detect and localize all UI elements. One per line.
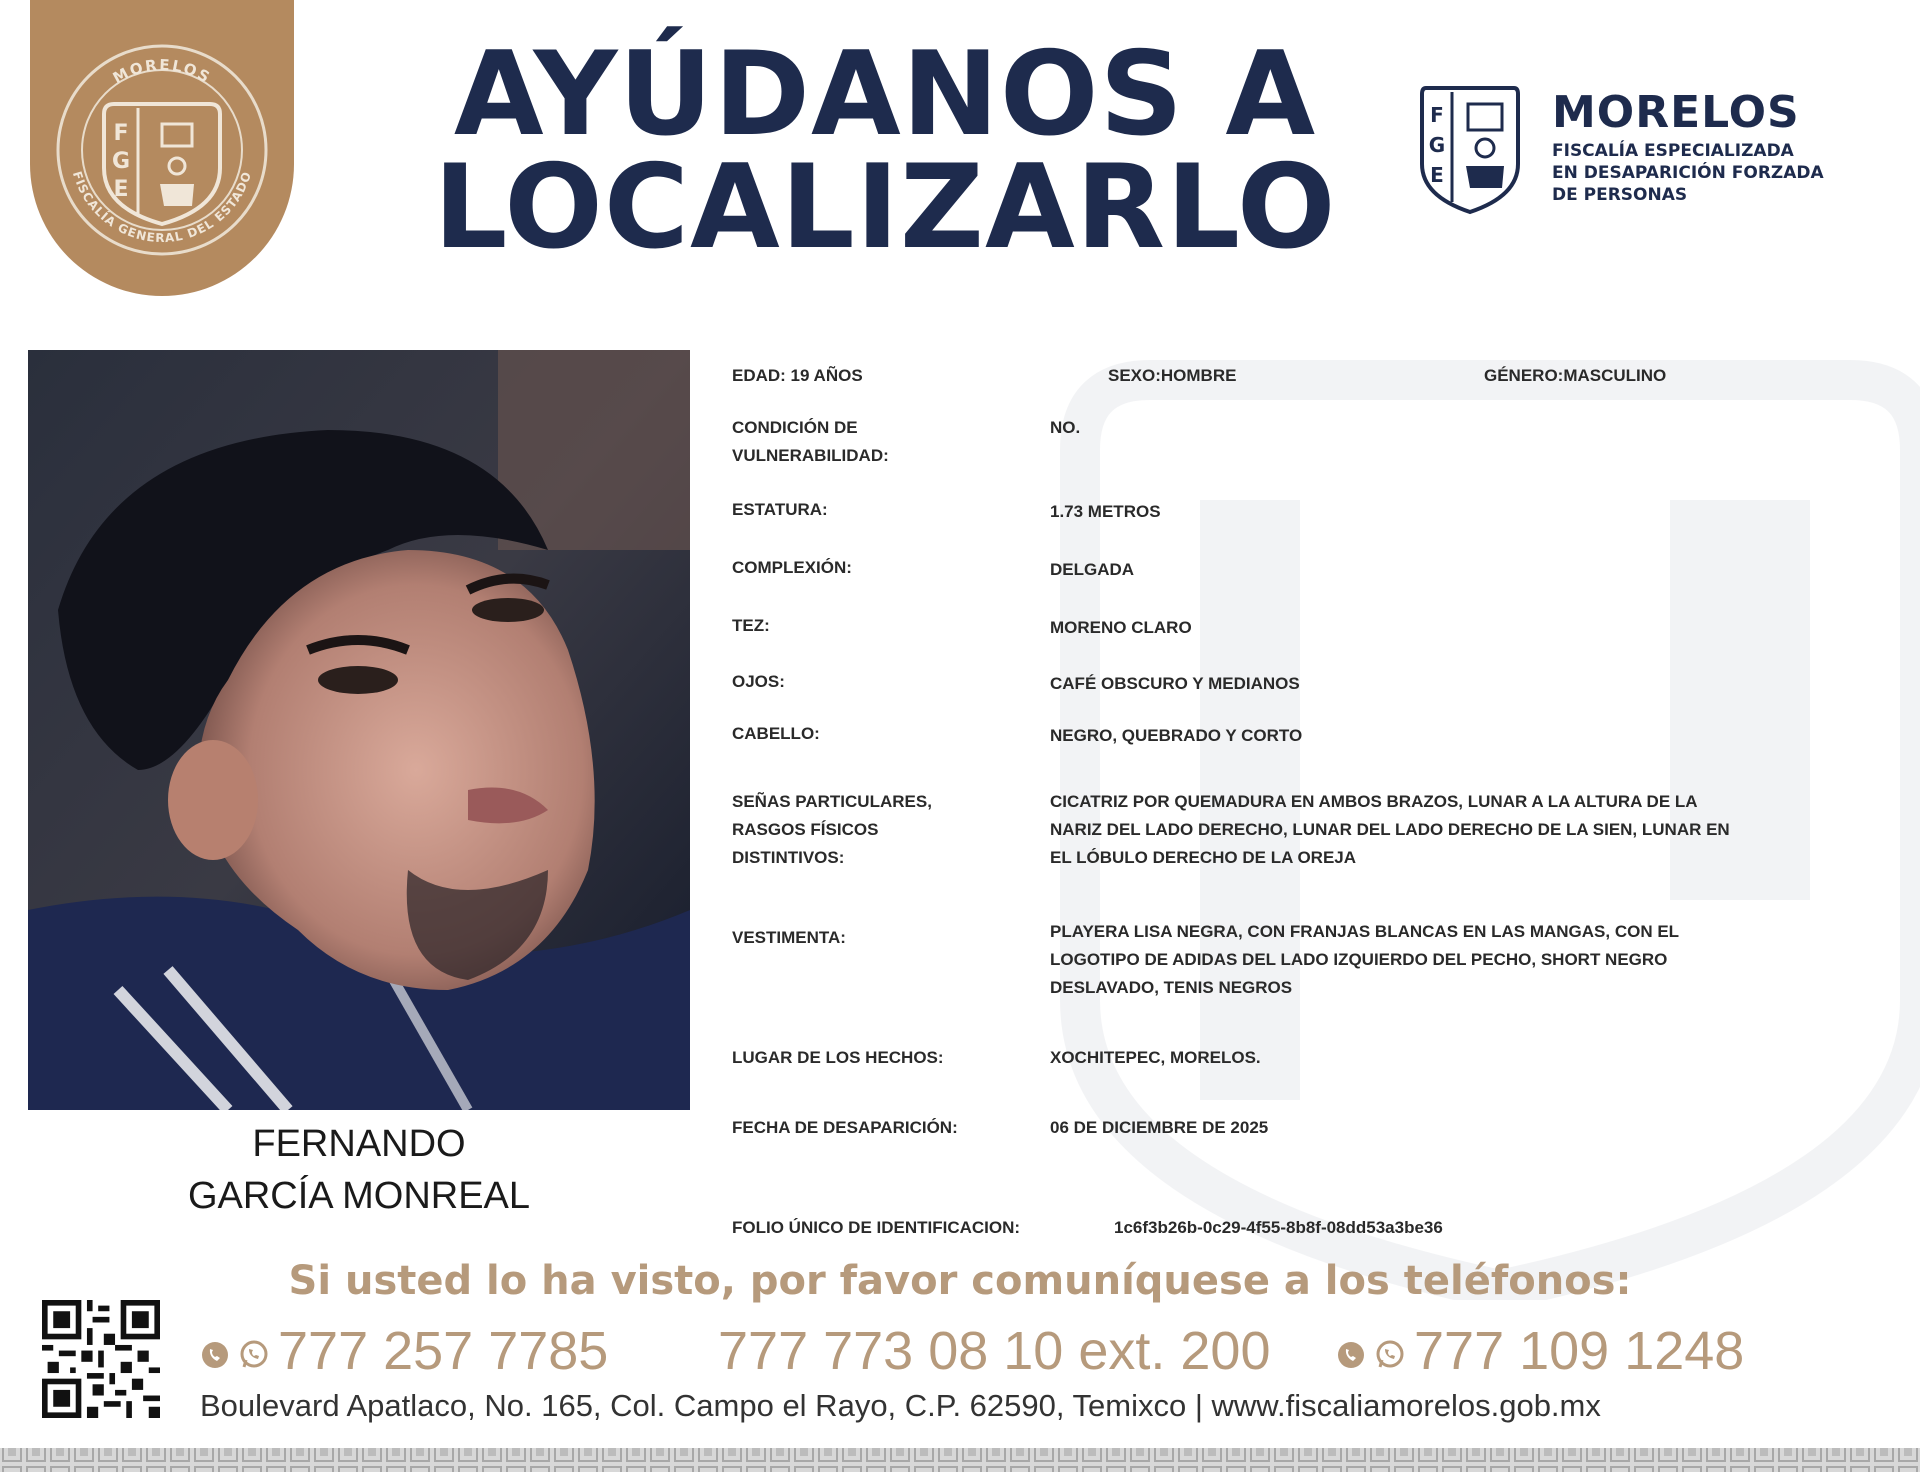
svg-text:FISCALÍA GENERAL DEL ESTADO (70, 169, 254, 245)
phone-2-number: 777 773 08 10 ext. 200 (718, 1321, 1271, 1381)
sexo-field: SEXO:HOMBRE (1108, 366, 1237, 385)
missing-person-name (28, 1118, 690, 1222)
svg-text:E: E (113, 177, 129, 202)
logo-name: MORELOS (1552, 87, 1800, 138)
phone-3[interactable] (1336, 1320, 1744, 1382)
cabello-label: CABELLO: (732, 724, 820, 743)
senas-value (1050, 788, 1830, 872)
vulnerabilidad-label (732, 414, 992, 470)
senas-label-line-2: RASGOS FÍSICOS (732, 820, 879, 839)
senas-value-line-2: NARIZ DEL LADO DERECHO, LUNAR DEL LADO DERECHO DE LA SIEN, LUNAR EN (1050, 820, 1730, 839)
title-line-2: LOCALIZARLO (433, 140, 1337, 275)
senas-label (732, 788, 992, 872)
edad-field: EDAD: 19 AÑOS (732, 366, 863, 385)
phone-2[interactable] (718, 1320, 1270, 1382)
call-to-action: Si usted lo ha visto, por favor comuníquese a los teléfonos: (288, 1258, 1632, 1304)
vestimenta-value-line-2: LOGOTIPO DE ADIDAS DEL LADO IZQUIERDO DEL PECHO, SHORT NEGRO (1050, 950, 1668, 969)
name-line-2: GARCÍA MONREAL (187, 1175, 531, 1217)
senas-value-line-1: CICATRIZ POR QUEMADURA EN AMBOS BRAZOS, LUNAR A LA ALTURA DE LA (1050, 792, 1698, 811)
logo-sub-line-2: EN DESAPARICIÓN FORZADA (1552, 163, 1824, 183)
estatura-label: ESTATURA: (732, 500, 828, 519)
title-line-1: AYÚDANOS A (453, 27, 1317, 162)
badge-top-text: MORELOS (109, 55, 215, 88)
tez-label: TEZ: (732, 616, 770, 635)
senas-label-line-3: DISTINTIVOS: (732, 848, 845, 867)
svg-text:G: G (1428, 133, 1446, 157)
logo-sub-line-1: FISCALÍA ESPECIALIZADA (1552, 141, 1794, 161)
vulnerabilidad-value: NO. (1050, 418, 1081, 437)
vestimenta-label: VESTIMENTA: (732, 928, 846, 947)
poster-title (380, 27, 1390, 275)
vestimenta-value-line-3: DESLAVADO, TENIS NEGROS (1050, 978, 1293, 997)
whatsapp-icon (1374, 1339, 1406, 1371)
estatura-value: 1.73 METROS (1050, 502, 1161, 521)
ojos-label: OJOS: (732, 672, 785, 691)
phone-1[interactable] (200, 1320, 608, 1382)
lugar-value: XOCHITEPEC, MORELOS. (1050, 1048, 1261, 1067)
fecha-label: FECHA DE DESAPARICIÓN: (732, 1118, 958, 1137)
svg-text:F: F (1430, 103, 1444, 127)
logo-subtitle (1552, 140, 1912, 206)
name-line-1: FERNANDO (252, 1123, 466, 1165)
phone-3-number: 777 109 1248 (1414, 1321, 1745, 1381)
qr-code (42, 1300, 160, 1418)
folio-label: FOLIO ÚNICO DE IDENTIFICACION: (732, 1218, 1021, 1237)
fge-badge (30, 0, 294, 296)
complexion-value: DELGADA (1050, 560, 1135, 579)
decorative-band (0, 1440, 1920, 1475)
vestimenta-value (1050, 918, 1830, 1002)
complexion-label: COMPLEXIÓN: (732, 558, 852, 577)
svg-text:MORELOS (110, 56, 214, 87)
vestimenta-value-line-1: PLAYERA LISA NEGRA, CON FRANJAS BLANCAS EN LAS MANGAS, CON EL (1050, 922, 1680, 941)
badge-bottom-text: FISCALÍA GENERAL DEL ESTADO (69, 169, 255, 246)
senas-label-line-1: SEÑAS PARTICULARES, (732, 792, 932, 811)
logo-sub-line-3: DE PERSONAS (1552, 185, 1688, 205)
vulnerabilidad-label-line-1: CONDICIÓN DE (732, 418, 858, 437)
senas-value-line-3: EL LÓBULO DERECHO DE LA OREJA (1050, 848, 1357, 867)
svg-text:G: G (111, 149, 131, 174)
phone-1-number: 777 257 7785 (278, 1321, 609, 1381)
ojos-value: CAFÉ OBSCURO Y MEDIANOS (1050, 674, 1300, 693)
fge-shield-icon (1418, 84, 1522, 216)
cabello-value: NEGRO, QUEBRADO Y CORTO (1050, 726, 1303, 745)
svg-text:E: E (1430, 163, 1444, 187)
tez-value: MORENO CLARO (1050, 618, 1192, 637)
whatsapp-icon (238, 1339, 270, 1371)
fge-seal-icon (52, 40, 272, 260)
genero-field: GÉNERO:MASCULINO (1484, 366, 1667, 385)
address-line: Boulevard Apatlaco, No. 165, Col. Campo el Rayo, C.P. 62590, Temixco | www.fiscaliamorelos.gob.mx (200, 1388, 1601, 1423)
vulnerabilidad-label-line-2: VULNERABILIDAD: (732, 446, 889, 465)
missing-person-photo (28, 350, 690, 1110)
phone-icon (1336, 1340, 1366, 1370)
folio-value: 1c6f3b26b-0c29-4f55-8b8f-08dd53a3be36 (1114, 1218, 1443, 1237)
phone-icon (200, 1340, 230, 1370)
svg-text:F: F (113, 121, 129, 146)
lugar-label: LUGAR DE LOS HECHOS: (732, 1048, 944, 1067)
fecha-value: 06 DE DICIEMBRE DE 2025 (1050, 1118, 1269, 1137)
